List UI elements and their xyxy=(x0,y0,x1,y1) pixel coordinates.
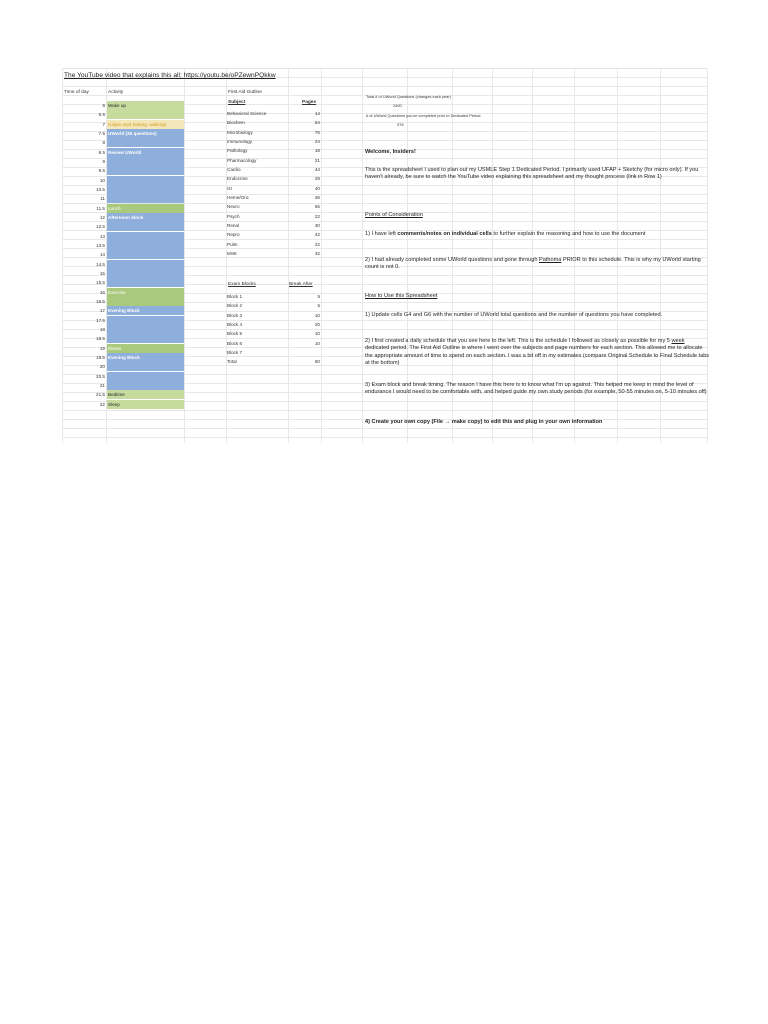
subject-header: Subject xyxy=(228,100,246,105)
activity-cell[interactable]: Evening Block xyxy=(107,306,184,315)
how-to-heading: How to Use this Spreadsheet xyxy=(365,293,438,299)
time-cell: 7.5 xyxy=(98,130,105,136)
time-cell: 13.5 xyxy=(96,242,105,248)
uworld-total-value[interactable]: 2400 xyxy=(393,103,402,108)
activity-cell[interactable]: Wake up xyxy=(107,101,184,110)
pages-cell[interactable]: 56 xyxy=(314,204,320,210)
time-cell: 16.5 xyxy=(96,298,105,304)
activity-cell[interactable] xyxy=(107,241,184,250)
time-cell: 12.5 xyxy=(96,224,105,230)
how-to-step-4: 4) Create your own copy (File → make copy) to edit this and plug in your own information xyxy=(365,419,603,425)
time-cell: 6 xyxy=(102,103,105,108)
pages-cell[interactable]: 30 xyxy=(314,222,320,228)
time-cell: 14 xyxy=(99,252,105,258)
pages-cell[interactable]: 18 xyxy=(314,148,320,154)
subject-cell: Psych xyxy=(227,213,240,219)
activity-cell[interactable] xyxy=(107,269,184,278)
subject-cell: Cardio xyxy=(227,166,241,172)
time-cell: 7 xyxy=(102,121,105,127)
time-cell: 13 xyxy=(99,233,105,239)
grid-row-line xyxy=(62,410,707,411)
pages-cell[interactable]: 54 xyxy=(314,120,320,126)
subject-cell: Heme/Onc xyxy=(227,194,249,200)
exam-block-cell: Block 3 xyxy=(227,312,243,318)
activity-cell[interactable] xyxy=(107,185,184,194)
activity-cell[interactable] xyxy=(107,278,184,287)
time-cell: 16 xyxy=(99,289,105,295)
activity-cell[interactable] xyxy=(107,110,184,119)
activity-cell[interactable]: Sleep xyxy=(107,400,184,409)
subject-cell: Neuro xyxy=(227,204,240,210)
pages-cell[interactable]: 36 xyxy=(314,194,320,200)
activity-cell[interactable] xyxy=(107,297,184,306)
time-cell: 22 xyxy=(99,401,105,407)
welcome-heading: Welcome, Insiders! xyxy=(365,149,416,155)
pages-cell[interactable]: 22 xyxy=(314,213,320,219)
activity-cell[interactable] xyxy=(107,325,184,334)
activity-cell[interactable] xyxy=(107,157,184,166)
activity-cell[interactable]: UWorld (46 questions) xyxy=(107,129,184,138)
time-cell: 11.5 xyxy=(96,205,105,211)
time-cell: 15 xyxy=(99,270,105,276)
how-to-step-1: 1) Update cells G4 and G6 with the number of UWorld total questions and the number of questions you have completed. xyxy=(365,312,663,318)
activity-cell[interactable]: Afternoon block xyxy=(107,213,184,222)
activity-cell[interactable]: Exercise xyxy=(107,288,184,297)
pages-cell[interactable]: 32 xyxy=(314,250,320,256)
time-cell: 14.5 xyxy=(96,261,105,267)
activity-cell[interactable] xyxy=(107,372,184,381)
activity-cell[interactable]: Evening Block xyxy=(107,353,184,362)
activity-cell[interactable]: Dinner xyxy=(107,344,184,353)
spreadsheet xyxy=(62,68,710,442)
time-cell: 12 xyxy=(99,214,105,220)
pages-header: Pages xyxy=(302,100,317,105)
subject-cell: Behavioral Science xyxy=(227,111,267,116)
time-cell: 17.5 xyxy=(96,317,105,323)
activity-cell[interactable] xyxy=(107,232,184,241)
time-cell: 8 xyxy=(102,140,105,146)
exam-block-cell: Block 6 xyxy=(227,340,243,346)
exam-block-cell: Block 2 xyxy=(227,303,243,309)
time-cell: 9 xyxy=(102,158,105,164)
activity-cell[interactable] xyxy=(107,166,184,175)
uworld-completed-label: # of UWorld Questions you've completed prior to Dedicated Period xyxy=(366,113,481,118)
pages-cell[interactable]: 42 xyxy=(314,232,320,238)
activity-cell[interactable] xyxy=(107,316,184,325)
grid-row-line xyxy=(62,86,707,87)
uworld-total-label: Total # of UWorld Questions (changes each year) xyxy=(366,94,451,99)
time-cell: 15.5 xyxy=(96,280,105,286)
activity-cell[interactable] xyxy=(107,194,184,203)
point-2-note: 2) I had already completed some UWorld questions and gone through Pathoma PRIOR to this schedule. This is why my UWorld starting count is not 0. xyxy=(365,257,701,271)
break-after-cell[interactable]: 10 xyxy=(314,312,320,318)
grid-column-line xyxy=(321,69,322,443)
how-to-step-3: 3) Exam block and break timing. The reason I have this here is to know what I'm up against. This helped me keep in mind the level of endurance I would need to be comfortable with, and helped guide my own study periods (for example, 50-55 minutes on, 5-10 minutes off) xyxy=(365,382,707,396)
point-1-note: 1) I have left comments/notes on individual cells to further explain the reasoning and how to use the document xyxy=(365,231,646,237)
break-after-cell[interactable]: 10 xyxy=(314,340,320,346)
time-cell: 19 xyxy=(99,345,105,351)
how-to-step-2: 2) I first created a daily schedule that you see here to the left. This is the schedule I followed as closely as possible for my 5 week dedicated period. The First Aid Outline is where I went over the subjects and page numbers for each section. This allowed me to allocate the appropriate amount of time to spend on each section. I was a bit off in my estimates (compare Original Schedule to Final Schedule tabs at the bottom) xyxy=(365,338,710,366)
activity-cell[interactable] xyxy=(107,362,184,371)
activity-header: Activity xyxy=(108,90,124,95)
activity-cell[interactable] xyxy=(107,176,184,185)
pages-cell[interactable]: 22 xyxy=(314,241,320,247)
subject-cell: Biochem xyxy=(227,120,245,126)
time-cell: 9.5 xyxy=(98,168,105,174)
activity-cell[interactable]: Goljan.mp3 (eating, walking) xyxy=(107,120,184,129)
grid-column-line xyxy=(184,69,185,443)
exam-block-cell: Total xyxy=(227,359,237,365)
time-cell: 17 xyxy=(99,308,105,314)
time-cell: 20.5 xyxy=(96,373,105,379)
time-cell: 8.5 xyxy=(98,149,105,155)
time-cell: 19.5 xyxy=(96,354,105,360)
uworld-completed-value[interactable]: 978 xyxy=(397,122,404,127)
subject-cell: Immunology xyxy=(227,138,253,144)
activity-cell[interactable]: Review UWorld xyxy=(107,148,184,157)
exam-block-cell: Block 7 xyxy=(227,349,243,355)
youtube-link[interactable]: The YouTube video that explains this all: https://youtu.be/oPZewnPQkkw xyxy=(64,72,276,79)
break-after-cell[interactable]: 10 xyxy=(314,331,320,337)
grid-row-line xyxy=(62,428,707,429)
time-cell: 10.5 xyxy=(96,186,105,192)
pages-cell[interactable]: 76 xyxy=(314,129,320,135)
time-cell: 18.5 xyxy=(96,336,105,342)
activity-cell[interactable] xyxy=(107,334,184,343)
activity-cell[interactable] xyxy=(107,260,184,269)
break-after-cell[interactable] xyxy=(290,348,320,357)
break-after-header: Break After xyxy=(289,282,313,287)
exam-blocks-header: Exam Blocks xyxy=(228,282,256,287)
grid-column-line xyxy=(362,69,363,443)
pages-cell[interactable]: 44 xyxy=(314,166,320,172)
time-cell: 18 xyxy=(99,326,105,332)
subject-cell: Pharmacology xyxy=(227,157,257,163)
break-after-cell[interactable]: 5 xyxy=(317,294,320,299)
activity-cell[interactable] xyxy=(107,138,184,147)
subject-cell: Repro xyxy=(227,232,240,238)
pages-cell[interactable]: 21 xyxy=(314,157,320,163)
points-heading: Points of Consideration xyxy=(365,212,423,218)
subject-cell: GI xyxy=(227,185,232,191)
activity-cell[interactable] xyxy=(107,381,184,390)
break-after-cell[interactable]: 5 xyxy=(317,303,320,309)
time-cell: 20 xyxy=(99,364,105,370)
time-of-day-header: Time of day xyxy=(64,90,89,95)
time-cell: 6.5 xyxy=(98,112,105,118)
subject-cell: MSK xyxy=(227,250,237,256)
activity-cell[interactable] xyxy=(107,250,184,259)
pages-cell[interactable]: 28 xyxy=(314,176,320,182)
first-aid-outline-title: First Aid Outline xyxy=(228,90,262,95)
time-cell: 10 xyxy=(99,177,105,183)
time-cell: 11 xyxy=(100,196,105,202)
grid-row-line xyxy=(62,437,707,438)
exam-block-cell: Block 1 xyxy=(227,294,243,299)
activity-cell[interactable]: Bedtime xyxy=(107,390,184,399)
time-cell: 21 xyxy=(99,382,105,388)
exam-block-cell: Block 4 xyxy=(227,321,243,327)
pages-cell[interactable]: 24 xyxy=(314,138,320,144)
activity-cell[interactable] xyxy=(107,222,184,231)
subject-cell: Pathology xyxy=(227,148,248,154)
subject-cell: Renal xyxy=(227,222,240,228)
time-cell: 21.5 xyxy=(96,392,105,398)
pages-cell[interactable]: 40 xyxy=(314,185,320,191)
pages-cell[interactable]: 14 xyxy=(314,111,320,116)
subject-cell: Endocrine xyxy=(227,176,248,182)
intro-note: This is the spreadsheet I used to plan out my USMLE Step 1 Dedicated Period. I primarily used UFAP + Sketchy (for micro only). If you haven't already, be sure to watch the YouTube video explaining this spreadsheet and my thought process (link in Row 1) xyxy=(365,167,699,181)
subject-cell: Microbiology xyxy=(227,129,253,135)
break-after-cell[interactable]: 60 xyxy=(314,359,320,365)
break-after-cell[interactable]: 20 xyxy=(314,321,320,327)
activity-cell[interactable]: Lunch xyxy=(107,204,184,213)
exam-block-cell: Block 5 xyxy=(227,331,243,337)
subject-cell: Pulm xyxy=(227,241,238,247)
